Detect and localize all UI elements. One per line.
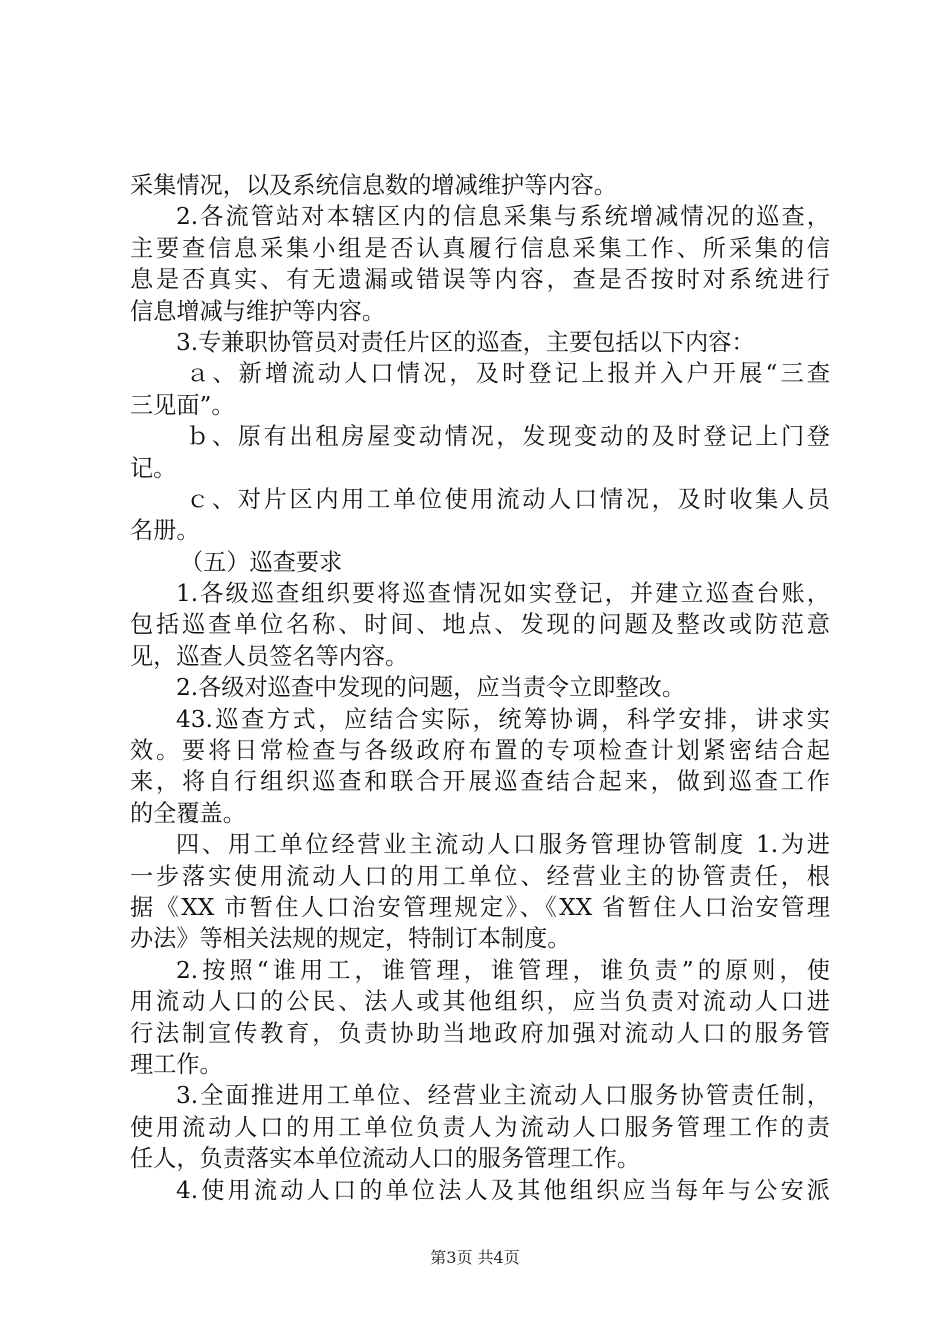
- text-line: 使用流动人口的用工单位负责人为流动人口服务管理工作的责: [130, 1113, 830, 1141]
- text-line: 任人，负责落实本单位流动人口的服务管理工作。: [130, 1145, 641, 1173]
- text-line: 3.专兼职协管员对责任片区的巡查，主要包括以下内容：: [176, 328, 755, 356]
- page-footer: 第3页 共4页: [430, 1248, 520, 1267]
- text-line: 办法》等相关法规的规定，特制订本制度。: [130, 925, 571, 953]
- text-line: 的全覆盖。: [130, 799, 246, 827]
- text-line: 据《XX 市暂住人口治安管理规定》、《XX 省暂住人口治安管理: [130, 893, 830, 921]
- text-line: 4.使用流动人口的单位法人及其他组织应当每年与公安派: [176, 1176, 830, 1204]
- text-line: 记。: [130, 454, 177, 482]
- text-line: 2.各流管站对本辖区内的信息采集与系统增减情况的巡查，: [176, 203, 830, 231]
- text-line: 信息增减与维护等内容。: [130, 297, 386, 325]
- text-line: ｃ、对片区内用工单位使用流动人口情况，及时收集人员: [186, 485, 830, 513]
- body-text: [130, 170, 830, 1206]
- text-line: 1.各级巡查组织要将巡查情况如实登记，并建立巡查台账，: [176, 580, 830, 608]
- text-line: 四、用工单位经营业主流动人口服务管理协管制度 1.为进: [176, 831, 830, 859]
- text-line: 2.各级对巡查中发现的问题，应当责令立即整改。: [176, 674, 686, 702]
- text-line: 三见面”。: [130, 391, 235, 419]
- text-line: 用流动人口的公民、法人或其他组织，应当负责对流动人口进: [130, 988, 830, 1016]
- text-line: 来，将自行组织巡查和联合开展巡查结合起来，做到巡查工作: [130, 768, 830, 796]
- text-line: ａ、新增流动人口情况，及时登记上报并入户开展“三查: [186, 360, 830, 388]
- text-line: （五）巡查要求: [180, 548, 343, 576]
- text-line: 采集情况，以及系统信息数的增减维护等内容。: [130, 172, 617, 199]
- text-line: 效。要将日常检查与各级政府布置的专项检查计划紧密结合起: [130, 737, 830, 765]
- text-line: 理工作。: [130, 1050, 223, 1078]
- text-line: 行法制宣传教育，负责协助当地政府加强对流动人口的服务管: [130, 1019, 830, 1047]
- text-line: 3.全面推进用工单位、经营业主流动人口服务协管责任制，: [176, 1082, 830, 1110]
- text-line: 43.巡查方式，应结合实际，统筹协调，科学安排，讲求实: [176, 705, 830, 733]
- text-line: 包括巡查单位名称、时间、地点、发现的问题及整改或防范意: [130, 611, 830, 639]
- text-line: 主要查信息采集小组是否认真履行信息采集工作、所采集的信: [130, 234, 830, 262]
- text-line: 一步落实使用流动人口的用工单位、经营业主的协管责任，根: [130, 862, 830, 890]
- text-line: ｂ、原有出租房屋变动情况，发现变动的及时登记上门登: [186, 423, 830, 451]
- text-line: 见，巡查人员签名等内容。: [130, 642, 409, 670]
- text-line: 名册。: [130, 517, 200, 545]
- text-line: 2.按照“谁用工，谁管理，谁管理，谁负责”的原则，使: [176, 956, 830, 984]
- text-line: 息是否真实、有无遗漏或错误等内容，查是否按时对系统进行: [130, 266, 830, 294]
